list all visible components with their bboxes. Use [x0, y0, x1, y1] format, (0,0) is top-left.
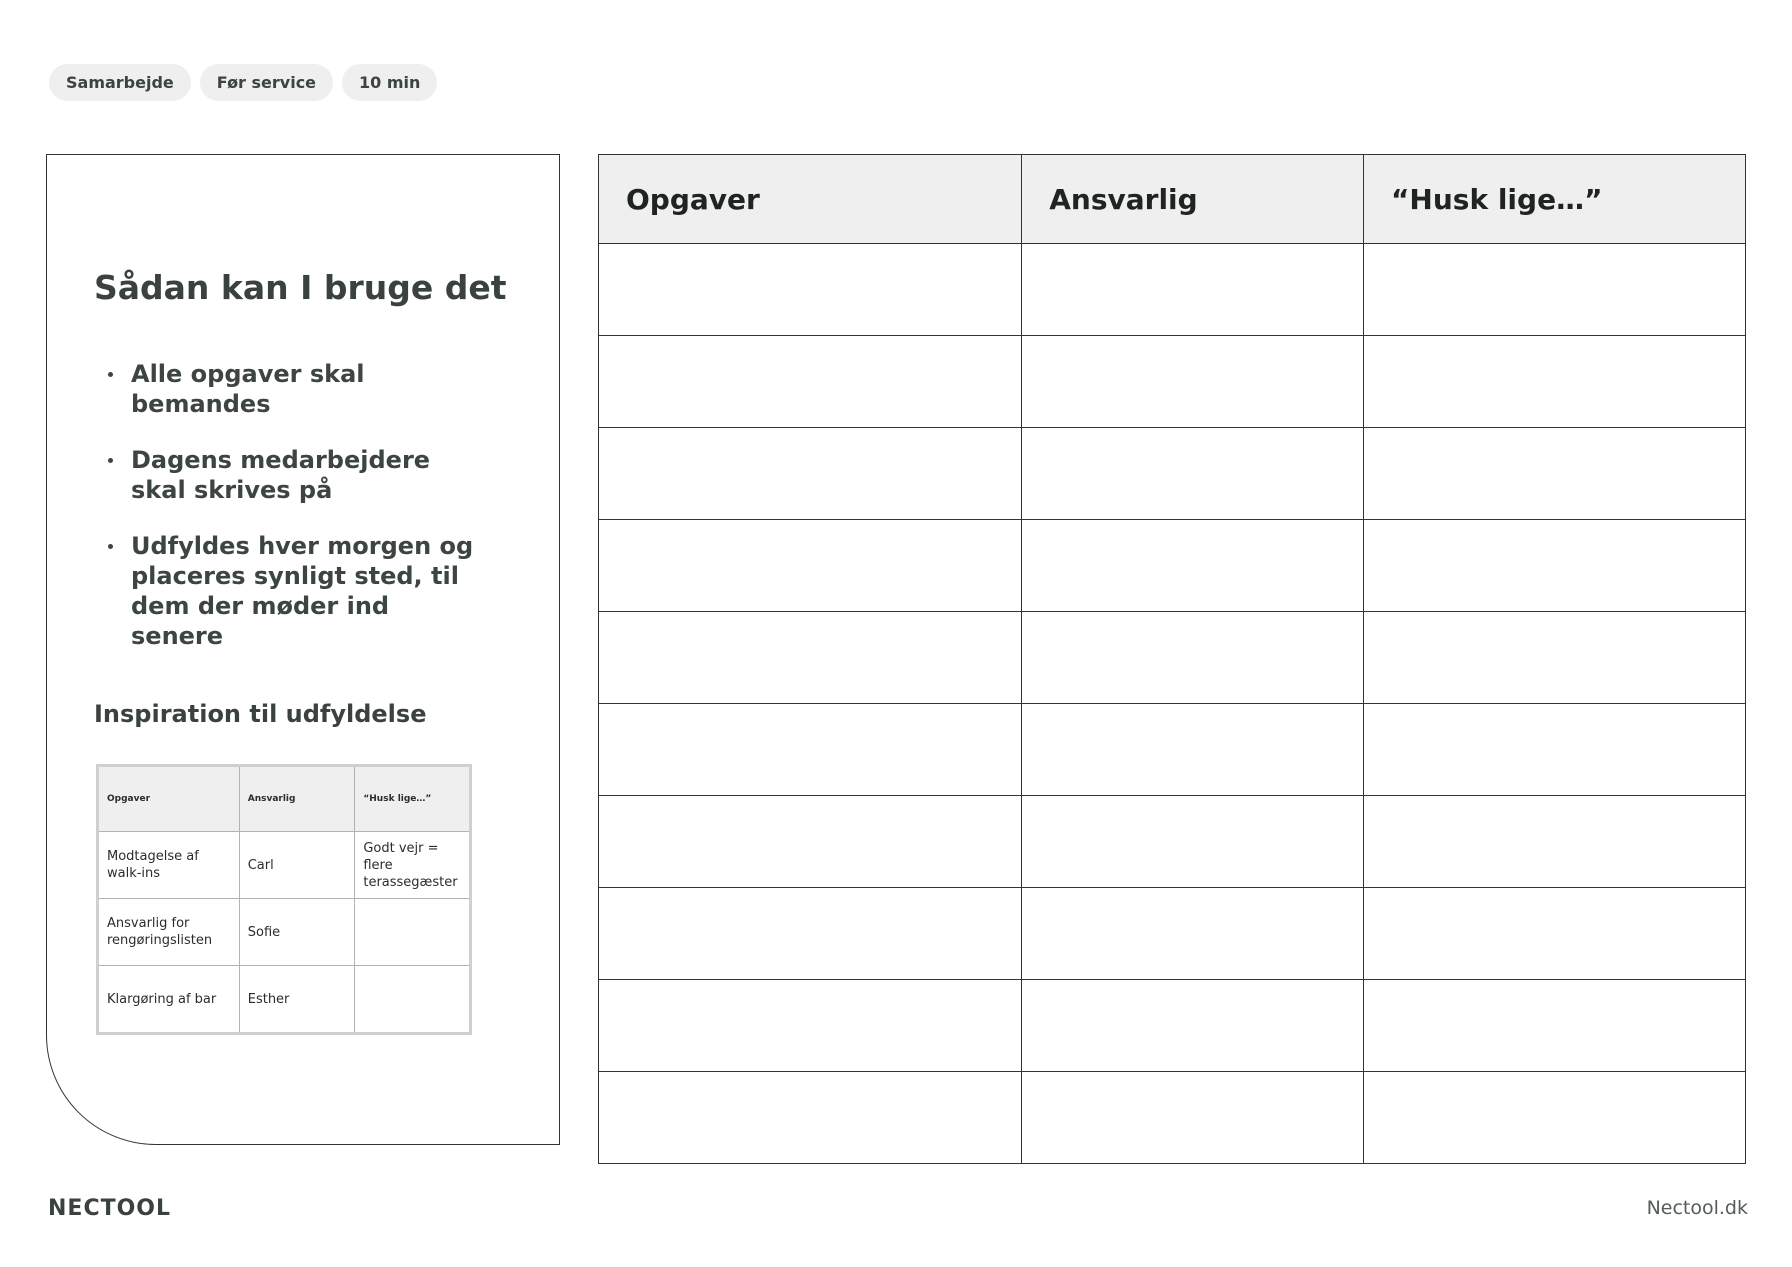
task-cell[interactable] [599, 336, 1022, 428]
task-row [599, 980, 1746, 1072]
instruction-item [94, 531, 474, 651]
task-table [598, 154, 1746, 1164]
task-row [599, 612, 1746, 704]
example-row [98, 899, 471, 966]
tag-category: Samarbejde [49, 64, 191, 101]
task-row [599, 428, 1746, 520]
remember-cell[interactable] [1364, 336, 1746, 428]
responsible-cell[interactable] [1022, 428, 1364, 520]
tag-timing: Før service [200, 64, 333, 101]
task-cell[interactable] [599, 980, 1022, 1072]
example-cell [355, 899, 471, 966]
example-header-row [98, 766, 471, 832]
instruction-text: Udfyldes hver morgen og placeres synligt sted, til dem der møder ind senere [131, 532, 474, 650]
header-remember: “Husk lige…” [1364, 155, 1746, 244]
task-row [599, 336, 1746, 428]
remember-cell[interactable] [1364, 1072, 1746, 1164]
tag-duration: 10 min [342, 64, 437, 101]
bullet-icon [108, 372, 113, 377]
example-header-cell: Ansvarlig [239, 766, 355, 832]
remember-cell[interactable] [1364, 796, 1746, 888]
example-cell: Esther [239, 966, 355, 1034]
remember-cell[interactable] [1364, 612, 1746, 704]
card-title: Sådan kan I bruge det [94, 268, 507, 307]
instruction-list [94, 359, 474, 677]
responsible-cell[interactable] [1022, 888, 1364, 980]
remember-cell[interactable] [1364, 704, 1746, 796]
task-cell[interactable] [599, 796, 1022, 888]
example-cell: Modtagelse af walk-ins [98, 832, 240, 899]
example-cell: Sofie [239, 899, 355, 966]
instruction-card [46, 154, 560, 1145]
tag-list [49, 64, 437, 101]
task-row [599, 244, 1746, 336]
example-table [96, 764, 472, 1035]
remember-cell[interactable] [1364, 244, 1746, 336]
example-row [98, 832, 471, 899]
instruction-text: Dagens medarbejdere skal skrives på [131, 446, 431, 504]
task-cell[interactable] [599, 704, 1022, 796]
header-responsible: Ansvarlig [1022, 155, 1364, 244]
header-tasks: Opgaver [599, 155, 1022, 244]
task-table-header-row [599, 155, 1746, 244]
task-row [599, 520, 1746, 612]
example-header-cell: Opgaver [98, 766, 240, 832]
remember-cell[interactable] [1364, 520, 1746, 612]
remember-cell[interactable] [1364, 888, 1746, 980]
instruction-item [94, 359, 474, 419]
task-row [599, 1072, 1746, 1164]
task-cell[interactable] [599, 520, 1022, 612]
example-cell: Godt vejr = flere terassegæster [355, 832, 471, 899]
responsible-cell[interactable] [1022, 704, 1364, 796]
bullet-icon [108, 458, 113, 463]
example-cell: Ansvarlig for rengøringslisten [98, 899, 240, 966]
example-cell [355, 966, 471, 1034]
task-cell[interactable] [599, 428, 1022, 520]
responsible-cell[interactable] [1022, 796, 1364, 888]
example-cell: Carl [239, 832, 355, 899]
task-row [599, 888, 1746, 980]
responsible-cell[interactable] [1022, 980, 1364, 1072]
bullet-icon [108, 544, 113, 549]
website-link[interactable]: Nectool.dk [1646, 1197, 1748, 1219]
responsible-cell[interactable] [1022, 336, 1364, 428]
remember-cell[interactable] [1364, 980, 1746, 1072]
responsible-cell[interactable] [1022, 244, 1364, 336]
example-header-cell: “Husk lige…” [355, 766, 471, 832]
task-cell[interactable] [599, 888, 1022, 980]
task-cell[interactable] [599, 1072, 1022, 1164]
task-cell[interactable] [599, 612, 1022, 704]
instruction-item [94, 445, 474, 505]
example-row [98, 966, 471, 1034]
inspiration-title: Inspiration til udfyldelse [94, 700, 427, 728]
responsible-cell[interactable] [1022, 612, 1364, 704]
responsible-cell[interactable] [1022, 1072, 1364, 1164]
brand-logo: NECTOOL [48, 1196, 172, 1221]
instruction-text: Alle opgaver skal bemandes [131, 360, 365, 418]
example-cell: Klargøring af bar [98, 966, 240, 1034]
responsible-cell[interactable] [1022, 520, 1364, 612]
task-row [599, 704, 1746, 796]
task-cell[interactable] [599, 244, 1022, 336]
remember-cell[interactable] [1364, 428, 1746, 520]
task-row [599, 796, 1746, 888]
